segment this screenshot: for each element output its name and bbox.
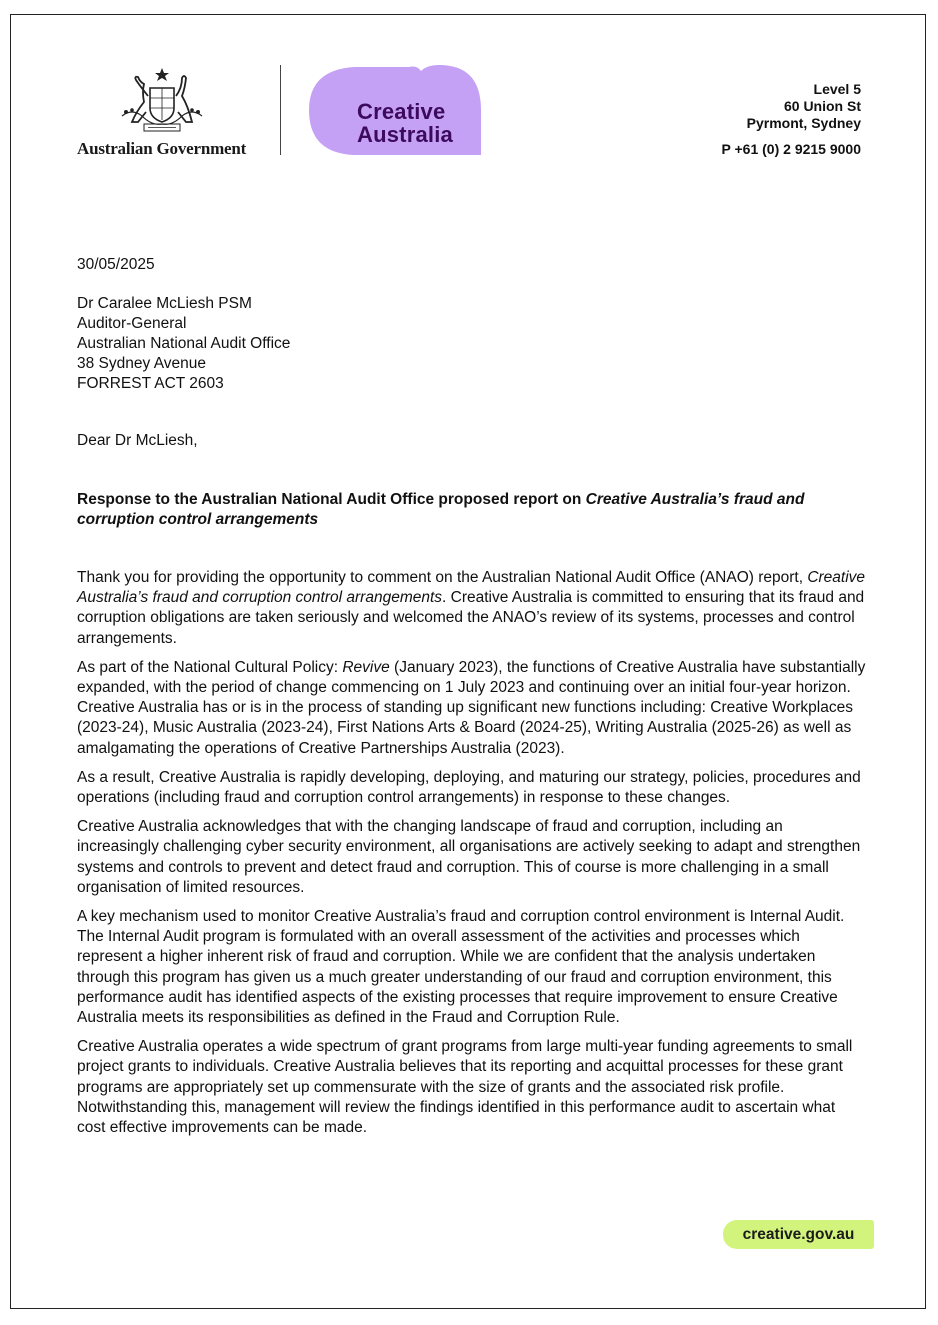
letter-body: [77, 568, 867, 1147]
recipient-block: [77, 294, 290, 394]
salutation: Dear Dr McLiesh,: [77, 432, 198, 449]
recipient-name: Dr Caralee McLiesh PSM: [77, 295, 252, 312]
subject-line: [77, 490, 867, 530]
paragraph-2-text: As part of the National Cultural Policy:: [77, 658, 343, 676]
address-line-2: 60 Union St: [783, 98, 861, 114]
address-line-3: Pyrmont, Sydney: [746, 115, 861, 131]
phone-number: P +61 (0) 2 9215 9000: [721, 141, 861, 157]
letter-date: 30/05/2025: [77, 256, 155, 273]
paragraph-1-text: Thank you for providing the opportunity to comment on the Australian National Audit Office (ANAO) report,: [77, 569, 808, 586]
paragraph-2-text-end: (January 2023), the functions of Creative Australia have substantially expanded, with the period of change commencing on 1 July 2023 and continuing over an initial four-year horizon. Creative Australia has or is in the process of standing up significant new functions including: Creative Workplaces (2023-24), Music Australia (2023-24), First Nations Arts & Board (2024-25), Writing Australia (2025-26) as well as amalgamating the operations of Creative Partnerships Australia (2023).: [77, 658, 866, 757]
recipient-office: Australian National Audit Office: [77, 335, 291, 352]
sender-address: [722, 81, 861, 158]
paragraph-2: [77, 658, 867, 759]
recipient-city: FORREST ACT 2603: [77, 375, 224, 392]
subject-plain: Response to the Australian National Audit Office proposed report on: [77, 491, 586, 508]
policy-name-italic: Revive: [342, 658, 390, 676]
subject-italic: Creative Australia’s fraud and corruption control arrangements: [77, 491, 805, 528]
report-title-italic: Creative Australia’s fraud and corruption control arrangements: [77, 569, 866, 607]
logo-wordmark: [357, 100, 453, 146]
coat-of-arms-icon: [112, 66, 212, 134]
recipient-title: Auditor-General: [77, 315, 187, 332]
paragraph-1-text-end: . Creative Australia is committed to ensuring that its fraud and corruption obligations are taken seriously and welcomed the ANAO’s review of its systems, processes and control arrangements.: [77, 589, 865, 647]
header-divider: [280, 65, 281, 155]
website-badge: creative.gov.au: [723, 1220, 874, 1249]
paragraph-4: Creative Australia acknowledges that with the changing landscape of fraud and corruption, including an increasingly challenging cyber security environment, all organisations are actively seeking to adapt and strengthen systems and controls to prevent and detect fraud and corruption. This of course is more challenging in a small organisation of limited resources.: [77, 818, 861, 896]
paragraph-1: [77, 568, 867, 649]
government-name: Australian Government: [77, 139, 247, 158]
recipient-street: 38 Sydney Avenue: [77, 355, 206, 372]
logo-line-1: Creative: [357, 99, 446, 124]
paragraph-6: Creative Australia operates a wide spectrum of grant programs from large multi-year funding agreements to small project grants to individuals. Creative Australia believes that its reporting and acquittal processes for these grant programs are appropriately set up commensurate with the size of grants and the associated risk profile. Notwithstanding this, management will review the findings identified in this performance audit to ascertain what cost effective improvements can be made.: [77, 1038, 853, 1137]
paragraph-3: As a result, Creative Australia is rapidly developing, deploying, and maturing our strategy, policies, procedures and operations (including fraud and corruption control arrangements) in response to these changes.: [77, 768, 861, 807]
address-line-1: Level 5: [813, 81, 861, 97]
logo-line-2: Australia: [357, 122, 453, 147]
paragraph-5: A key mechanism used to monitor Creative Australia’s fraud and corruption control environment is Internal Audit. The Internal Audit program is formulated with an overall assessment of the activities and processes which represent a higher inherent risk of fraud and corruption. While we are confident that the analysis undertaken through this program has given us a much greater understanding of our fraud and corruption environment, this performance audit has identified aspects of the existing processes that require improvement to ensure Creative Australia meets its responsibilities as defined in the Fraud and Corruption Rule.: [77, 908, 845, 1027]
